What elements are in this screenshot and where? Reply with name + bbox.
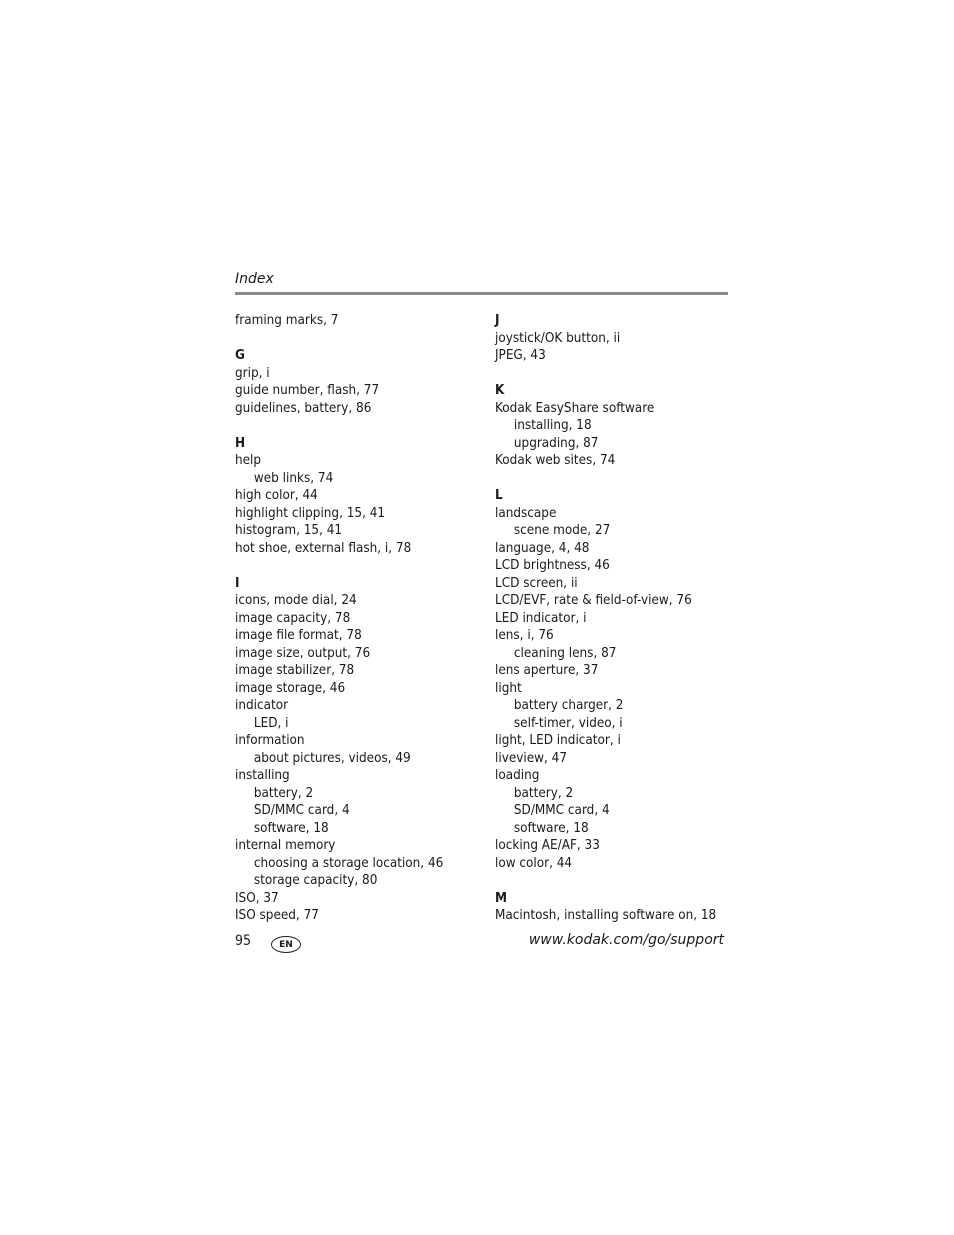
index-entry: installing [235,768,290,783]
index-entry: LCD screen, ii [495,575,578,591]
index-section-letter: H [235,435,246,451]
index-entry: low color, 44 [495,855,573,871]
index-entry: highlight clipping, 15, 41 [235,505,386,521]
index-subentry: software, 18 [253,820,329,836]
section-gap [235,557,485,575]
section-gap [495,872,745,890]
index-entry: guidelines, battery, 86 [235,400,372,416]
section-gap [235,417,485,435]
index-entry: LCD/EVF, rate & field-of-view, 76 [495,593,692,608]
index-entry: landscape [495,505,557,521]
index-section-letter: I [235,575,240,591]
index-subentry: choosing a storage location, 46 [253,855,444,871]
index-entry: light, LED indicator, i [495,733,621,748]
index-entry: indicator [235,698,289,713]
index-subentry: cleaning lens, 87 [513,645,617,661]
index-entry: image file format, 78 [235,628,362,643]
index-subentry: upgrading, 87 [513,435,599,451]
index-section-letter: M [495,890,507,906]
index-subentry: SD/MMC card, 4 [513,803,610,818]
index-entry: joystick/OK button, ii [495,330,621,346]
index-subentry: LED, i [253,715,289,731]
index-subentry: self-timer, video, i [513,715,623,731]
index-subentry: software, 18 [513,820,589,836]
page-number: 95 [235,933,252,949]
index-entry: JPEG, 43 [495,348,546,363]
index-subentry: battery charger, 2 [513,698,624,713]
index-entry: histogram, 15, 41 [235,523,343,538]
index-entry: image storage, 46 [235,680,346,696]
index-subentry: web links, 74 [253,470,334,486]
index-section-letter: G [235,348,245,363]
section-gap [495,365,745,383]
index-entry: locking AE/AF, 33 [495,838,600,853]
index-entry: LED indicator, i [495,610,587,626]
index-subentry: battery, 2 [513,785,574,801]
header-rule [235,292,728,295]
index-entry: image capacity, 78 [235,610,351,626]
index-subentry: storage capacity, 80 [253,873,378,888]
index-entry: guide number, flash, 77 [235,383,380,398]
section-gap [495,470,745,488]
index-entry: internal memory [235,838,336,853]
index-column-right [495,312,745,925]
section-gap [235,330,485,348]
index-entry: Kodak web sites, 74 [495,453,616,468]
support-url-link[interactable]: www.kodak.com/go/support [528,932,724,948]
index-entry: liveview, 47 [495,750,567,766]
index-entry: lens, i, 76 [495,628,554,643]
index-entry: help [235,453,262,468]
index-entry: image stabilizer, 78 [235,663,355,678]
index-entry: Macintosh, installing software on, 18 [495,908,717,923]
index-section-letter: K [495,383,505,398]
index-column-left [235,312,485,925]
index-entry: ISO speed, 77 [235,908,319,923]
index-entry: light [495,680,522,696]
index-section-letter: L [495,488,503,503]
index-subentry: about pictures, videos, 49 [253,750,411,766]
index-entry: lens aperture, 37 [495,663,599,678]
index-entry: LCD brightness, 46 [495,558,610,573]
index-subentry: SD/MMC card, 4 [253,803,350,818]
index-entry: loading [495,768,540,783]
index-entry: framing marks, 7 [235,313,339,328]
index-entry: ISO, 37 [235,890,279,906]
index-entry: icons, mode dial, 24 [235,593,357,608]
page-header-title: Index [235,271,274,287]
index-entry: information [235,733,305,748]
index-entry: image size, output, 76 [235,645,371,661]
index-subentry: installing, 18 [513,418,592,433]
index-subentry: scene mode, 27 [513,523,611,538]
index-entry: high color, 44 [235,488,318,503]
index-entry: language, 4, 48 [495,540,590,556]
index-entry: grip, i [235,365,270,381]
index-section-letter: J [495,313,500,328]
index-subentry: battery, 2 [253,785,314,801]
index-entry: hot shoe, external flash, i, 78 [235,540,412,556]
language-badge-icon: EN [271,936,301,953]
index-entry: Kodak EasyShare software [495,400,655,416]
